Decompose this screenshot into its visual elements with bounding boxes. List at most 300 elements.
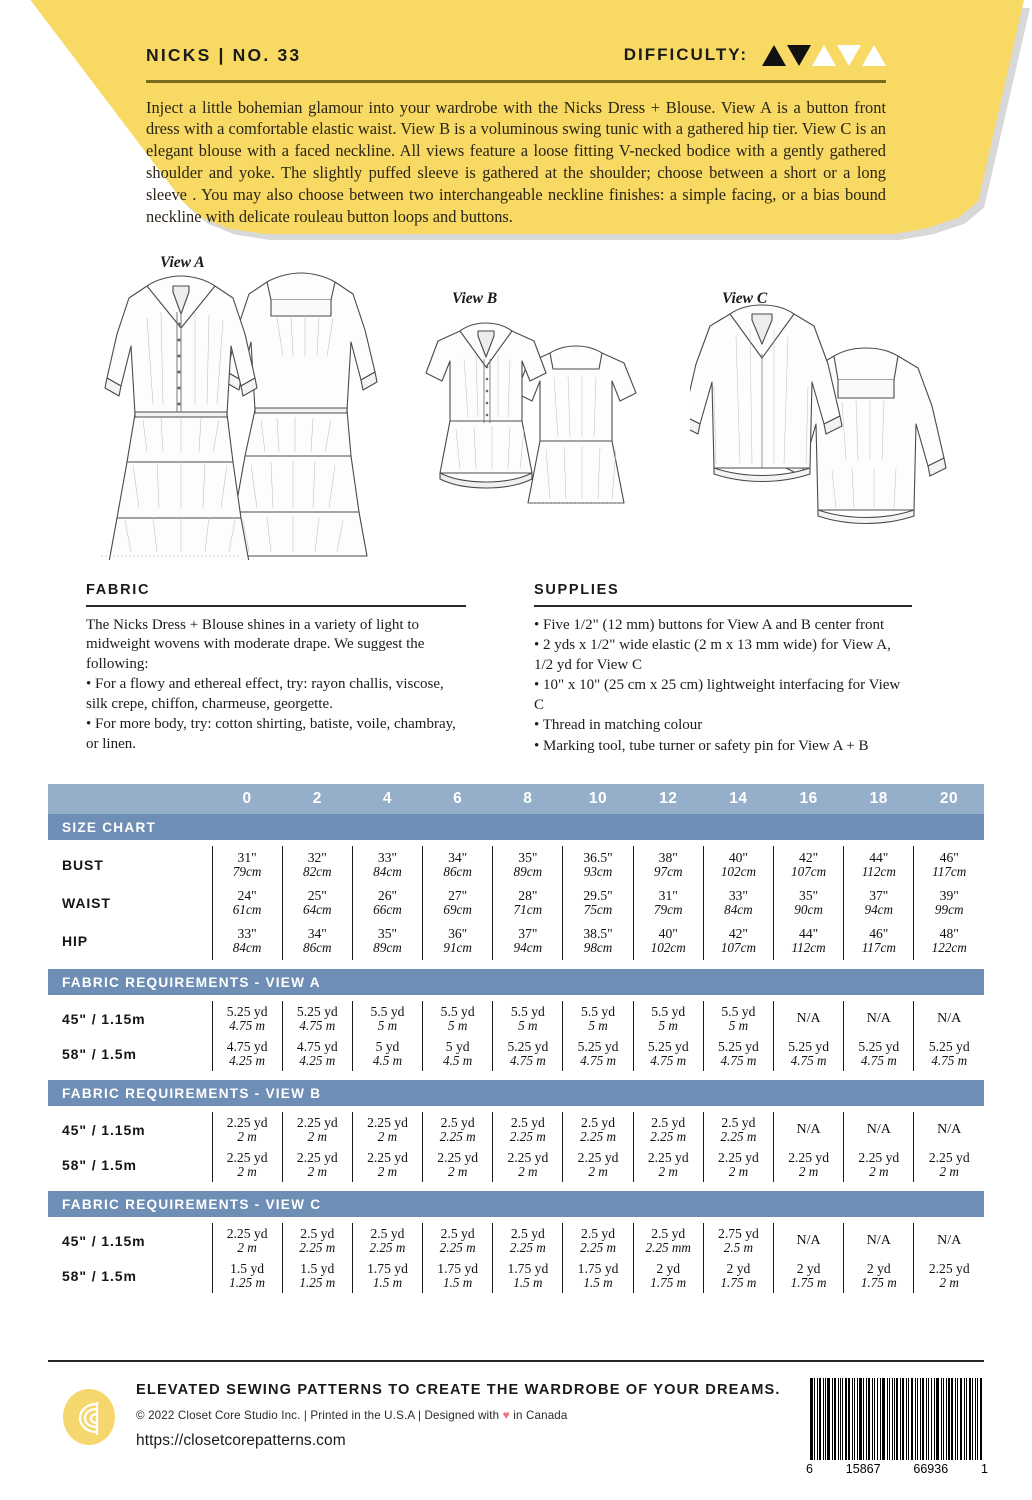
cell-12 [633,1147,703,1182]
cell-metric: 2 m [377,1128,398,1144]
table-spacer [48,960,984,969]
cell-imperial: 27" [448,888,468,903]
size-header-6: 6 [423,784,493,814]
cell-6 [423,1223,493,1258]
size-header-4: 4 [352,784,422,814]
cell-imperial: 2.25 yd [928,1260,970,1276]
band-size-chart-label: SIZE CHART [48,814,984,840]
cell-imperial: 2.5 yd [581,1225,616,1241]
cell-metric: 90cm [794,902,823,918]
barcode-digit-group-1: 15867 [845,1462,881,1476]
cell-imperial: 34" [307,926,327,941]
cell-metric: 4.25 m [299,1052,336,1068]
cell-metric: 91cm [443,940,472,956]
cell-imperial: 2.25 yd [226,1114,268,1130]
cell-4 [352,884,422,922]
cell-metric: 86cm [302,940,332,956]
cell-imperial: 1.5 yd [230,1260,265,1276]
cell-metric: 2 m [658,1163,678,1179]
table-row [48,1036,984,1071]
cell-metric: 75cm [583,902,613,918]
size-header-12: 12 [633,784,703,814]
cell-imperial: 46" [869,926,889,941]
cell-16 [774,1147,844,1182]
cell-20 [914,1258,984,1293]
table-spacer [48,1293,984,1302]
cell-16 [774,1112,844,1147]
cell-metric: 4.75 m [931,1052,968,1068]
cell-metric: 1.75 m [650,1274,687,1290]
table-row [48,1112,984,1147]
cell-20 [914,1147,984,1182]
cell-metric: 1.5 m [443,1274,473,1290]
cell-imperial: 1.5 yd [300,1260,335,1276]
cell-metric: 71cm [513,902,543,918]
cell-imperial: 5.5 yd [440,1003,475,1019]
cell-imperial: 4.75 yd [296,1038,338,1054]
size-header-8: 8 [493,784,563,814]
view-c-illustration [690,288,960,538]
cell-imperial: 1.75 yd [367,1260,408,1276]
cell-14 [703,1147,773,1182]
cell-imperial: 2.25 yd [296,1114,338,1130]
cell-metric: 117cm [932,864,967,880]
cell-metric: 2.25 m [439,1239,476,1255]
copyright-pre: © 2022 Closet Core Studio Inc. | Printed in the U.S.A | Designed with [136,1409,503,1422]
cell-imperial: 39" [939,888,959,903]
cell-20 [914,846,984,884]
cell-imperial: 2 yd [796,1260,821,1276]
cell-18 [844,1147,914,1182]
cell-0 [212,884,282,922]
cell-metric: 1.75 m [860,1274,897,1290]
view-a-label: View A [160,254,205,271]
cell-imperial: 5.25 yd [718,1038,759,1054]
cell-2 [282,1223,352,1258]
cell-imperial: 1.75 yd [507,1260,549,1276]
cell-metric: 112cm [861,864,896,880]
cell-metric: 2.25 m [509,1239,546,1255]
cell-6 [423,1258,493,1293]
cell-metric: 4.25 m [229,1052,266,1068]
cell-18 [844,1036,914,1071]
cell-imperial: 2.5 yd [510,1114,545,1130]
cell-metric: 2.25 m [299,1239,336,1255]
cell-metric: 89cm [513,864,543,880]
cell-metric: 2 m [728,1163,749,1179]
cell-12 [633,884,703,922]
cell-metric: 93cm [583,864,613,880]
cell-metric: 1.5 m [583,1274,613,1290]
cell-imperial: 32" [307,850,327,865]
cell-12 [633,1036,703,1071]
cell-na: N/A [796,1232,821,1248]
cell-metric: 2 m [377,1163,398,1179]
cell-0 [212,1147,282,1182]
view-c-label: View C [722,290,768,307]
cell-imperial: 5.25 yd [296,1003,338,1019]
cell-14 [703,1036,773,1071]
cell-imperial: 2.25 yd [367,1114,408,1130]
band-size-chart [48,814,984,840]
table-row [48,884,984,922]
cell-16 [774,1036,844,1071]
cell-10 [563,922,633,960]
cell-16 [774,922,844,960]
cell-metric: 2 m [307,1163,327,1179]
cell-metric: 2.25 m [580,1128,616,1144]
supplies-body [534,616,912,757]
supplies-bullet-4: • Thread in matching colour [534,717,703,734]
cell-metric: 1.25 m [299,1274,336,1290]
cell-metric: 2 m [798,1163,819,1179]
cell-na: N/A [796,1010,821,1026]
cell-metric: 64cm [302,902,332,918]
size-and-fabric-table [48,784,984,1302]
cell-na: N/A [866,1010,891,1026]
fabric-divider [86,605,466,607]
difficulty-triangles [762,45,886,66]
band-view-a [48,969,984,995]
cell-imperial: 4.75 yd [226,1038,268,1054]
cell-na: N/A [937,1121,962,1137]
footer-text-block [136,1382,816,1450]
cell-imperial: 2.5 yd [370,1225,405,1241]
cell-14 [703,884,773,922]
cell-6 [423,922,493,960]
banner-divider [146,80,886,83]
cell-metric: 102cm [650,940,686,956]
cell-16 [774,1258,844,1293]
cell-imperial: 2 yd [656,1260,681,1276]
footer-website-url: https://closetcorepatterns.com [136,1432,346,1449]
fabric-section [86,582,466,755]
cell-imperial: 5.25 yd [577,1038,619,1054]
cell-imperial: 2.5 yd [440,1225,475,1241]
size-header-10: 10 [563,784,633,814]
cell-imperial: 29.5" [583,888,613,903]
table-row [48,1258,984,1293]
cell-2 [282,1112,352,1147]
cell-imperial: 2.75 yd [718,1225,759,1241]
cell-metric: 94cm [864,902,894,918]
cell-18 [844,1223,914,1258]
cell-metric: 1.75 m [790,1274,827,1290]
cell-imperial: 37" [518,926,538,941]
row-label: 45" / 1.15m [48,1112,212,1147]
cell-metric: 69cm [443,902,472,918]
table-row [48,846,984,884]
cell-imperial: 2.5 yd [651,1225,686,1241]
cell-imperial: 42" [799,850,819,865]
cell-metric: 2.25 m [369,1239,406,1255]
view-b-illustration [420,295,670,535]
cell-imperial: 2.25 yd [647,1149,689,1165]
fabric-heading: FABRIC [86,582,151,598]
cell-metric: 2 m [518,1163,538,1179]
cell-metric: 2.25 m [509,1128,546,1144]
cell-imperial: 31" [237,850,257,865]
cell-na: N/A [937,1010,962,1026]
table-spacer [48,1071,984,1080]
cell-20 [914,922,984,960]
cell-imperial: 33" [377,850,398,865]
size-header-row [48,784,984,814]
difficulty-label: DIFFICULTY: [623,45,748,64]
cell-8 [493,1036,563,1071]
cell-imperial: 48" [939,926,959,941]
cell-6 [423,846,493,884]
cell-metric: 2.25 mm [645,1239,691,1255]
row-label: 58" / 1.5m [48,1036,212,1071]
cell-metric: 82cm [302,864,332,880]
cell-imperial: 35" [799,888,819,903]
cell-na: N/A [796,1121,821,1137]
cell-metric: 4.75 m [229,1017,266,1033]
cell-metric: 1.75 m [720,1274,757,1290]
cell-14 [703,846,773,884]
cell-4 [352,846,422,884]
barcode-digit-right: 1 [981,1462,988,1476]
footer-copyright [136,1408,816,1422]
cell-metric: 117cm [861,940,896,956]
copyright-post: in Canada [509,1409,568,1422]
cell-16 [774,884,844,922]
cell-metric: 2 m [939,1163,959,1179]
cell-imperial: 24" [237,888,257,903]
cell-imperial: 2.25 yd [437,1149,479,1165]
cell-metric: 2.25 m [580,1239,616,1255]
cell-20 [914,1001,984,1036]
cell-12 [633,1112,703,1147]
cell-imperial: 5.25 yd [226,1003,268,1019]
cell-imperial: 40" [658,926,678,941]
cell-metric: 79cm [653,902,683,918]
cell-metric: 2 m [237,1239,257,1255]
cell-imperial: 31" [658,888,678,903]
cell-8 [493,1147,563,1182]
cell-metric: 4.75 m [299,1017,336,1033]
cell-16 [774,1223,844,1258]
row-label: WAIST [48,884,212,922]
row-label: 58" / 1.5m [48,1147,212,1182]
band-view-c-label: FABRIC REQUIREMENTS - VIEW C [48,1191,984,1217]
cell-20 [914,1112,984,1147]
cell-12 [633,1258,703,1293]
cell-imperial: 2.5 yd [721,1114,756,1130]
cell-0 [212,1112,282,1147]
info-columns [0,582,1032,782]
cell-imperial: 34" [448,850,468,865]
cell-metric: 66cm [373,902,402,918]
supplies-bullet-5: • Marking tool, tube turner or safety pin for View A + B [534,737,869,754]
cell-metric: 61cm [232,902,262,918]
pattern-title: NICKS | NO. 33 [146,44,302,65]
cell-imperial: 36" [448,926,468,941]
cell-imperial: 5.25 yd [928,1038,970,1054]
cell-metric: 94cm [513,940,543,956]
cell-metric: 4.75 m [509,1052,546,1068]
cell-metric: 5 m [588,1017,608,1033]
technical-drawings [0,240,1032,580]
supplies-heading: SUPPLIES [534,582,620,598]
cell-12 [633,1001,703,1036]
cell-imperial: 44" [799,926,819,941]
cell-metric: 2 m [447,1163,468,1179]
size-header-0: 0 [212,784,282,814]
cell-2 [282,1147,352,1182]
cell-metric: 2 m [237,1128,257,1144]
cell-metric: 4.5 m [372,1052,403,1068]
cell-10 [563,1223,633,1258]
cell-metric: 107cm [791,864,827,880]
cell-6 [423,1036,493,1071]
cell-imperial: 2.25 yd [296,1149,338,1165]
cell-0 [212,1223,282,1258]
banner-title-row [146,42,886,68]
cell-metric: 97cm [653,864,683,880]
cell-na: N/A [937,1232,962,1248]
size-header-16: 16 [774,784,844,814]
measurement-tables [48,784,984,1302]
cell-2 [282,884,352,922]
triangle-down-icon-4 [837,45,861,66]
cell-18 [844,846,914,884]
cell-imperial: 40" [728,850,748,865]
size-header-18: 18 [844,784,914,814]
cell-imperial: 2 yd [726,1260,751,1276]
cell-18 [844,884,914,922]
cell-metric: 112cm [791,940,826,956]
cell-18 [844,1001,914,1036]
cell-16 [774,1001,844,1036]
supplies-bullet-3: • 10" x 10" (25 cm x 25 cm) lightweight interfacing for View C [534,677,901,713]
cell-imperial: 2.25 yd [577,1149,619,1165]
cell-imperial: 35" [518,850,538,865]
cell-4 [352,1001,422,1036]
size-header-14: 14 [703,784,773,814]
supplies-divider [534,605,912,607]
cell-10 [563,1001,633,1036]
cell-imperial: 1.75 yd [577,1260,619,1276]
cell-imperial: 2.25 yd [718,1149,759,1165]
cell-imperial: 2.25 yd [367,1149,408,1165]
cell-0 [212,1001,282,1036]
cell-metric: 98cm [583,940,613,956]
cell-imperial: 28" [518,888,538,903]
fabric-intro: The Nicks Dress + Blouse shines in a variety of light to midweight wovens with moderate drape. We suggest the following: [86,616,425,672]
banner-content [146,42,886,228]
cell-imperial: 2.5 yd [581,1114,616,1130]
cell-2 [282,846,352,884]
cell-metric: 99cm [934,902,964,918]
cell-metric: 2.5 m [723,1239,754,1255]
barcode-digits [804,1462,990,1476]
cell-metric: 84cm [724,902,753,918]
footer-tagline: ELEVATED SEWING PATTERNS TO CREATE THE WARDROBE OF YOUR DREAMS. [136,1382,781,1398]
cell-18 [844,1258,914,1293]
band-view-c [48,1191,984,1217]
cell-0 [212,1036,282,1071]
fabric-body [86,616,466,755]
row-label: 45" / 1.15m [48,1223,212,1258]
cell-imperial: 37" [869,888,889,903]
difficulty-meter [624,45,886,66]
cell-imperial: 5.5 yd [510,1003,545,1019]
table-spacer [48,1182,984,1191]
cell-metric: 102cm [720,864,756,880]
cell-0 [212,846,282,884]
cell-2 [282,922,352,960]
pattern-description: Inject a little bohemian glamour into your wardrobe with the Nicks Dress + Blouse. View A is a button front dress with a comfortable elastic waist. View B is a voluminous swing tunic with a gathered hip tier. View C is an elegant blouse with a faced neckline. All views feature a loose fitting V-necked bodice with a gently gathered shoulder and yoke. The slightly puffed sleeve is gathered at the shoulder; choose between a short or a long sleeve . You may also choose between two interchangeable neckline finishes: a simple facing, or a bias bound neckline with delicate rouleau button loops and buttons. [146,97,886,226]
cell-12 [633,1223,703,1258]
cell-imperial: 35" [377,926,398,941]
cell-8 [493,846,563,884]
cell-imperial: 2 yd [866,1260,891,1276]
view-b-label: View B [452,290,498,307]
cell-20 [914,1036,984,1071]
cell-metric: 89cm [373,940,402,956]
cell-14 [703,922,773,960]
table-row [48,1147,984,1182]
cell-2 [282,1036,352,1071]
cell-metric: 4.75 m [650,1052,687,1068]
cell-14 [703,1258,773,1293]
cell-10 [563,1036,633,1071]
band-view-a-label: FABRIC REQUIREMENTS - VIEW A [48,969,984,995]
cell-14 [703,1001,773,1036]
cell-imperial: 2.5 yd [300,1225,335,1241]
table-body [48,784,984,1302]
table-row [48,1001,984,1036]
cell-imperial: 5.25 yd [647,1038,689,1054]
cell-imperial: 5.25 yd [788,1038,829,1054]
cell-metric: 1.5 m [372,1274,403,1290]
row-label: HIP [48,922,212,960]
cell-imperial: 38" [658,850,678,865]
view-a-illustration [95,260,415,560]
cell-metric: 4.75 m [860,1052,897,1068]
supplies-section [534,582,912,757]
barcode-bars [810,1378,984,1460]
size-header-2: 2 [282,784,352,814]
cell-metric: 4.5 m [443,1052,473,1068]
cell-imperial: 2.5 yd [510,1225,545,1241]
barcode [804,1378,990,1486]
cell-8 [493,884,563,922]
cell-10 [563,884,633,922]
cell-4 [352,1036,422,1071]
cell-20 [914,884,984,922]
fabric-bullet-1: • For a flowy and ethereal effect, try: rayon challis, viscose, silk crepe, chiffon, charmeuse, georgette. [86,676,444,712]
cell-imperial: 2.25 yd [226,1225,268,1241]
cell-metric: 4.75 m [790,1052,827,1068]
cell-metric: 1.25 m [229,1274,266,1290]
barcode-digit-left: 6 [806,1462,813,1476]
cell-imperial: 33" [728,888,748,903]
cell-2 [282,1258,352,1293]
cell-8 [493,1001,563,1036]
cell-na: N/A [866,1232,891,1248]
cell-10 [563,1258,633,1293]
cell-14 [703,1112,773,1147]
cell-metric: 5 m [728,1017,749,1033]
cell-imperial: 44" [869,850,889,865]
cell-14 [703,1223,773,1258]
cell-10 [563,1112,633,1147]
cell-metric: 2 m [307,1128,327,1144]
size-header-20: 20 [914,784,984,814]
